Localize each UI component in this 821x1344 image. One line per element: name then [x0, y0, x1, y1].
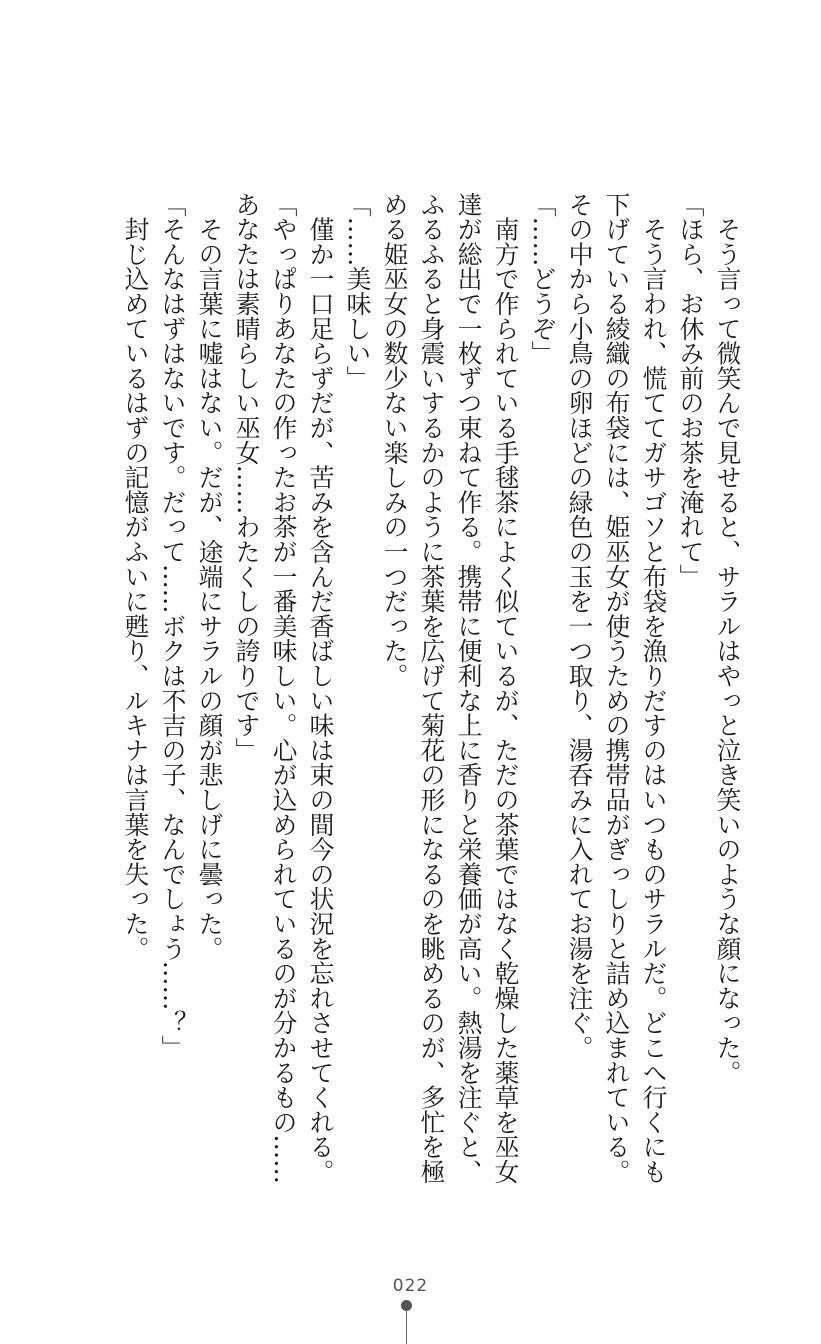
- text-line: 達が総出で一枚ずつ束ねて作る。携帯に便利な上に香りと栄養価が高い。熱湯を注ぐと、: [454, 192, 483, 1184]
- text-line: 「そんなはずはないです。だって……ボクは不吉の子、なんでしょう……？」: [158, 192, 187, 1060]
- text-line: ふるふると身震いするかのように茶葉を広げて菊花の形になるのを眺めるのが、多忙を極: [417, 192, 446, 1184]
- text-line: あなたは素晴らしい巫女……わたくしの誇りです」: [232, 192, 261, 763]
- text-line: その言葉に嘘はない。だが、途端にサラルの顔が悲しげに曇った。: [195, 192, 224, 961]
- text-line: 南方で作られている手毬茶によく似ているが、ただの茶葉ではなく乾燥した薬草を巫女: [491, 192, 520, 1184]
- text-line: 「ほら、お休み前のお茶を淹れて」: [676, 192, 705, 589]
- text-line: 僅か一口足らずだが、苦みを含んだ香ばしい味は束の間今の状況を忘れさせてくれる。: [306, 192, 335, 1184]
- page-marker-line: [406, 1310, 407, 1344]
- text-line: 「……どうぞ」: [528, 192, 557, 366]
- text-line: その中から小鳥の卵ほどの緑色の玉を一つ取り、湯呑みに入れてお湯を注ぐ。: [565, 192, 594, 1060]
- page-footer: [0, 1276, 821, 1296]
- body-text: [117, 192, 746, 1184]
- text-line: める姫巫女の数少ない楽しみの一つだった。: [380, 192, 409, 688]
- text-line: 下げている綾織の布袋には、姫巫女が使うための携帯品がぎっしりと詰め込まれている。: [602, 192, 631, 1184]
- text-line: 封じ込めているはずの記憶がふいに甦り、ルキナは言葉を失った。: [121, 192, 150, 961]
- text-line: そう言って微笑んで見せると、サラルはやっと泣き笑いのような顔になった。: [713, 192, 742, 1085]
- text-line: そう言われ、慌ててガサゴソと布袋を漁りだすのはいつものサラルだ。どこへ行くにも: [639, 192, 668, 1184]
- page-number: 022: [392, 1276, 429, 1296]
- text-line: 「やっぱりあなたの作ったお茶が一番美味しい。心が込められているのが分かるもの……: [269, 192, 298, 1184]
- text-line: 「……美味しい」: [343, 192, 372, 391]
